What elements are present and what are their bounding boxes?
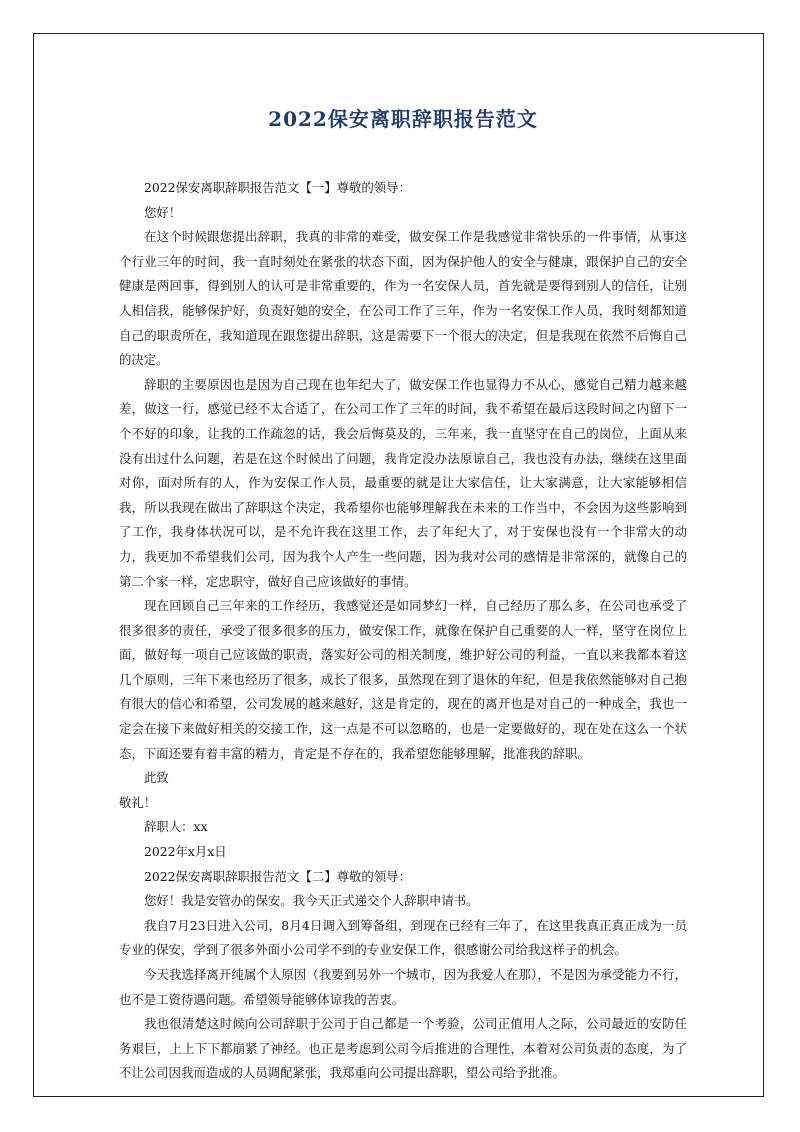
greeting: 您好！ — [144, 204, 182, 220]
section-1-heading: 2022保安离职辞职报告范文【一】尊敬的领导： — [144, 180, 411, 195]
paragraph: 您好！我是安管办的保安。我今天正式递交个人辞职申请书。 — [144, 893, 479, 909]
paragraph: 我自7月23日进入公司，8月4日调入到筹备组，到现在已经有三年了，在这里我真正真正成为一员专业的保安，学到了很多外面小公司学不到的专业安保工作，很感谢公司给我这样子的机会。 — [119, 917, 687, 958]
signature-date: 2022年x月x日 — [144, 844, 227, 860]
document-body — [119, 176, 687, 1086]
paragraph: 辞职的主要原因也是因为自己现在也年纪大了，做安保工作也显得力不从心，感觉自己精力越来越差，做这一行，感觉已经不太合适了，在公司工作了三年的时间，我不希望在最后这段时间之内留下一个不好的印象，让我的工作疏忽的话，我会后悔莫及的，三年来，我一直坚守在自己的岗位，上面从来没有出过什么问题，若是在这个时候出了问题，我肯定没办法原谅自己，我也没有办法，继续在这里面对你，面对所有的人，作为安保工作人员，最重要的就是让大家信任，让大家满意，让大家能够相信我，所以我现在做出了辞职这个决定，我希望你也能够理解我在未来的工作当中，不会因为这些影响到了工作，我身体状况可以，是不允许我在这里工作，去了年纪大了，对于安保也没有一个非常大的动力，我更加不希望我们公司，因为我个人产生一些问题，因为我对公司的感情是非常深的，就像自己的第二个家一样，定忠职守，做好自己应该做好的事情。 — [119, 376, 687, 589]
signature-name: 辞职人：xx — [144, 819, 208, 835]
closing-regards: 敬礼！ — [119, 794, 157, 810]
document-title: 2022保安离职辞职报告范文 — [268, 107, 538, 131]
paragraph: 今天我选择离开纯属个人原因（我要到另外一个城市，因为我爱人在那），不是因为承受能力不行，也不是工资待遇问题。希望领导能够体谅我的苦衷。 — [119, 967, 687, 1007]
paragraph: 我也很清楚这时候向公司辞职于公司于自己都是一个考验，公司正值用人之际，公司最近的安防任务艰巨，上上下下都崩紧了神经。也正是考虑到公司今后推进的合理性，本着对公司负责的态度，为了不让公司因我而造成的人员调配紧张，我郑重向公司提出辞职，望公司给予批准。 — [119, 1016, 687, 1081]
closing-salutation: 此致 — [144, 770, 169, 786]
section-2-heading: 2022保安离职辞职报告范文【二】尊敬的领导： — [144, 868, 411, 884]
paragraph: 现在回顾自己三年来的工作经历，我感觉还是如同梦幻一样，自己经历了那么多，在公司也承受了很多很多的责任，承受了很多很多的压力，做安保工作，就像在保护自己重要的人一样，坚守在岗位上面，做好每一项自己应该做的职责，落实好公司的相关制度，维护好公司的利益，一直以来我都本着这几个原则，三年下来也经历了很多，成长了很多，虽然现在到了退休的年纪，但是我依然能够对自己抱有很大的信心和希望，公司发展的越来越好，这是肯定的，现在的离开也是对自己的一种成全，我也一定会在接下来做好相关的交接工作，这一点是不可以忽略的，也是一定要做好的，现在处在这么一个状态，下面还要有着丰富的精力，肯定是不存在的，我希望您能够理解，批准我的辞职。 — [119, 598, 687, 761]
paragraph: 在这个时候跟您提出辞职，我真的非常的难受，做安保工作是我感觉非常快乐的一件事情，从事这个行业三年的时间，我一直时刻处在紧张的状态下面，因为保护他人的安全与健康，跟保护自己的安全健康是两回事，得到别人的认可是非常重要的，作为一名安保人员，首先就是要得到别人的信任，让别人相信我，能够保护好，负责好她的安全，在公司工作了三年，作为一名安保工作人员，我时刻都知道自己的职责所在，我知道现在跟您提出辞职，这是需要下一个很大的决定，但是我现在依然不后悔自己的决定。 — [119, 229, 687, 368]
